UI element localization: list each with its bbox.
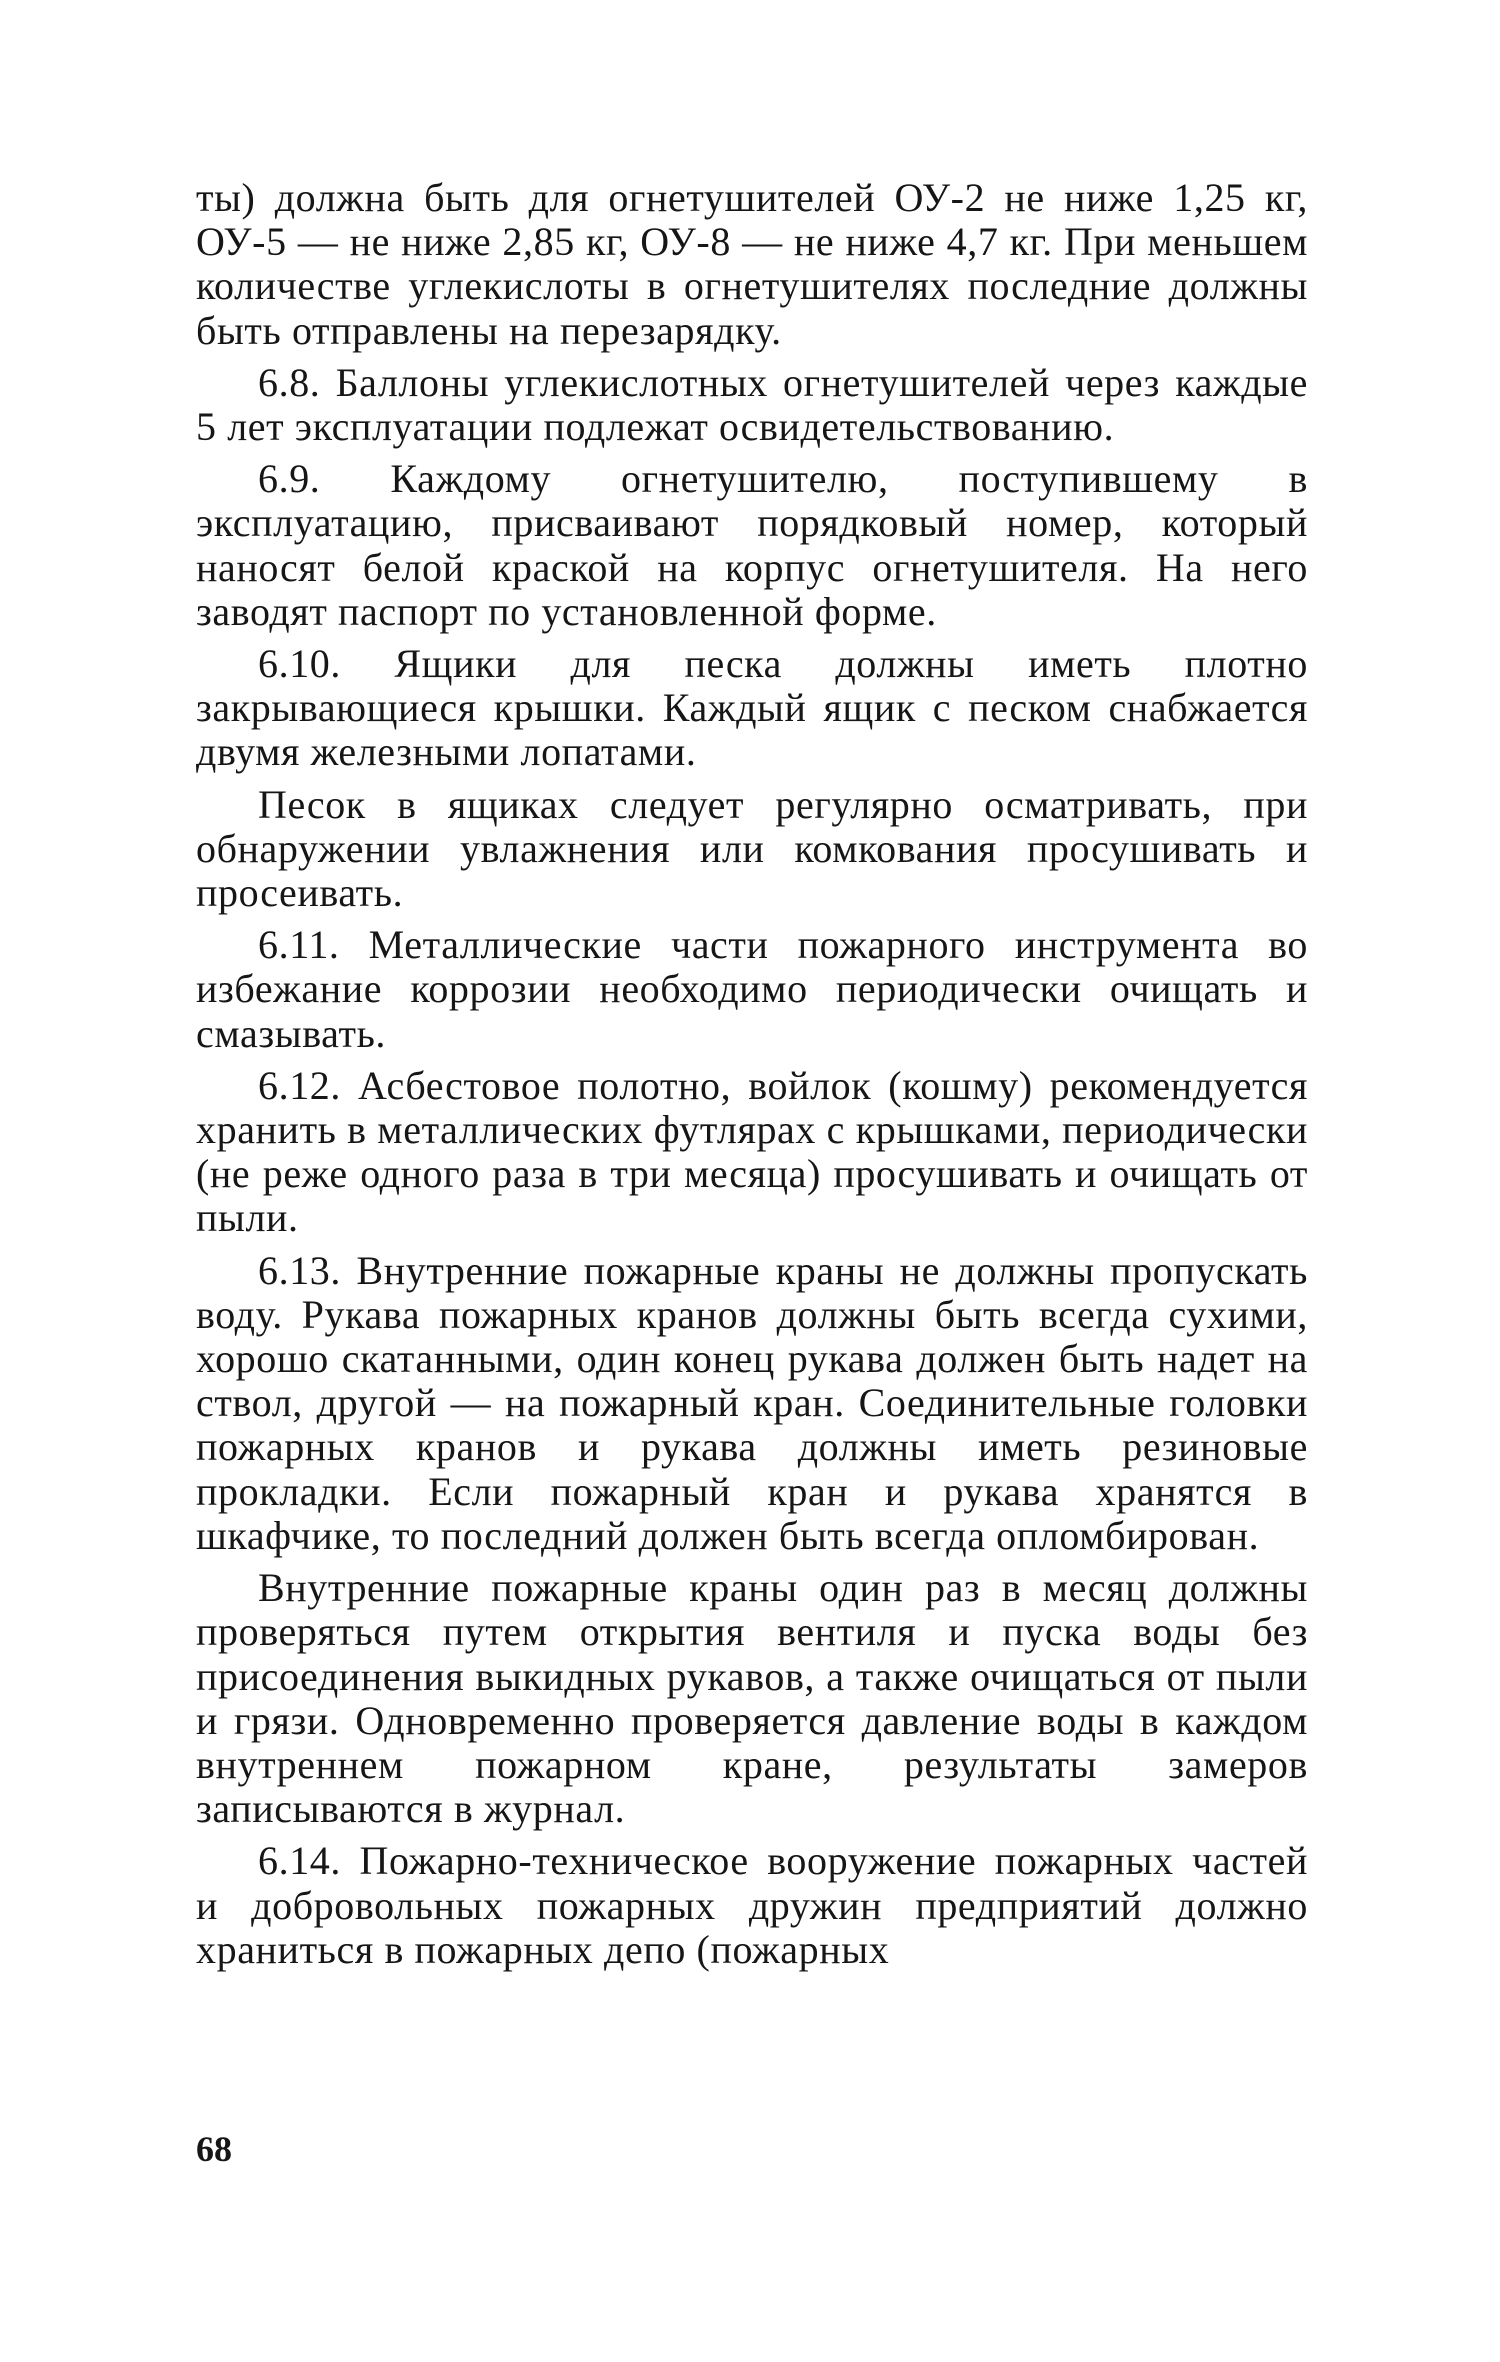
paragraph-6-13: 6.13. Внутренние пожарные краны не должны пропускать воду. Рукава пожарных кранов должны быть всегда сухими, хорошо скатанными, один конец рукава должен быть надет на ствол, другой — на пожарный кран. Соединительные головки пожарных кранов и рукава должны иметь резиновые прокладки. Если пожарный кран и рукава хранятся в шкафчике, то последний должен быть всегда опломбирован. (196, 1247, 1308, 1558)
paragraph-6-8: 6.8. Баллоны углекислотных огнетушителей через каждые 5 лет эксплуатации подлежат освидетельствованию. (196, 359, 1308, 450)
paragraph-6-9: 6.9. Каждому огнетушителю, поступившему в эксплуатацию, присваивают порядковый номер, который наносят белой краской на корпус огнетушителя. На него заводят паспорт по установленной форме. (196, 456, 1308, 634)
paragraph-6-11: 6.11. Металлические части пожарного инструмента во избежание коррозии необходимо периодически очищать и смазывать. (196, 922, 1308, 1056)
page-body (196, 176, 1308, 1980)
paragraph-6-10: 6.10. Ящики для песка должны иметь плотно закрывающиеся крышки. Каждый ящик с песком снабжается двумя железными лопатами. (196, 641, 1308, 775)
paragraph-6-12: 6.12. Асбестовое полотно, войлок (кошму) рекомендуется хранить в металлических футлярах с крышками, периодически (не реже одного раза в три месяца) просушивать и очищать от пыли. (196, 1062, 1308, 1241)
paragraph-continuation: ты) должна быть для огнетушителей ОУ-2 не ниже 1,25 кг, ОУ-5 — не ниже 2,85 кг, ОУ-8 — не ниже 4,7 кг. При меньшем количестве углекислоты в огнетушителях последние должны быть отправлены на перезарядку. (196, 175, 1308, 353)
page-number: 68 (196, 2129, 232, 2169)
paragraph-sand: Песок в ящиках следует регулярно осматривать, при обнаружении увлажнения или комкования просушивать и просеивать. (196, 781, 1308, 916)
paragraph-hydrants-check: Внутренние пожарные краны один раз в месяц должны проверяться путем открытия вентиля и пуска воды без присоединения выкидных рукавов, а также очищаться от пыли и грязи. Одновременно проверяется давление воды в каждом внутреннем пожарном кране, результаты замеров записываются в журнал. (196, 1565, 1308, 1832)
paragraph-6-14: 6.14. Пожарно-техническое вооружение пожарных частей и добровольных пожарных дружин предприятий должно храниться в пожарных депо (пожарных (196, 1838, 1308, 1972)
